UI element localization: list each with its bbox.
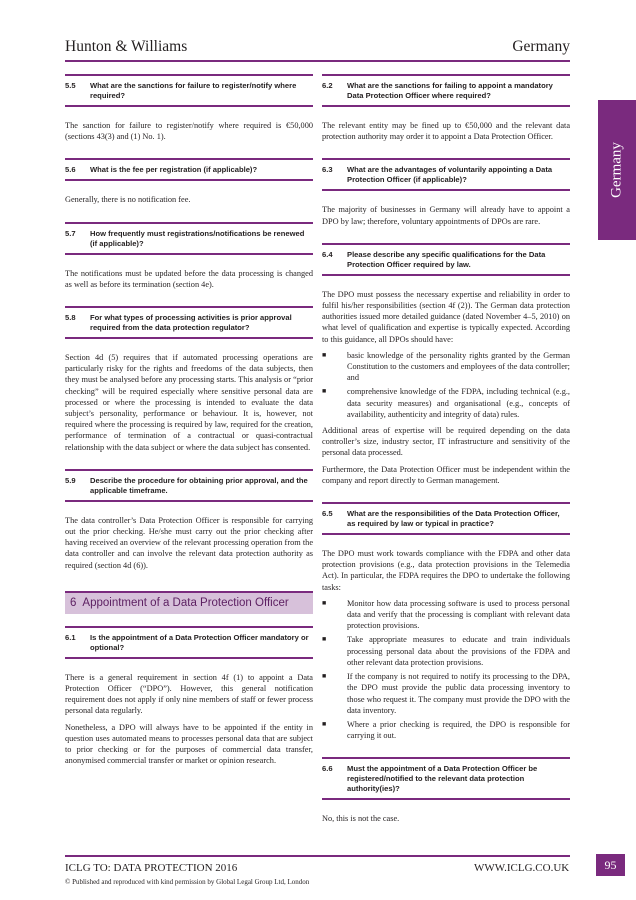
question-6-1 — [65, 626, 313, 659]
section-title: Appointment of a Data Protection Officer — [82, 596, 289, 609]
page-number: 95 — [596, 854, 625, 876]
question-5-7 — [65, 222, 313, 255]
list-item — [322, 671, 570, 716]
question-title: What are the sanctions for failing to appoint a mandatory Data Protection Officer where required? — [347, 81, 553, 100]
question-5-9 — [65, 469, 313, 502]
question-title: What are the advantages of voluntarily appointing a Data Protection Officer (if applicable)? — [347, 165, 553, 185]
section-number: 6 — [70, 596, 77, 609]
answer-text: Nonetheless, a DPO will always have to be appointed if the entity in question uses automated means to processes personal data that are subject to prior checking or for the purposes of commercial data transfer, anonymised commercial transfer or market or opinion research. — [65, 722, 313, 766]
header-firm-name: Hunton & Williams — [65, 38, 188, 55]
list-item — [322, 634, 570, 668]
question-5-8 — [65, 306, 313, 339]
qualification-bullet-list — [322, 350, 570, 420]
question-number: 5.6 — [65, 165, 76, 175]
question-number: 6.2 — [322, 81, 333, 90]
answer-text: The relevant entity may be fined up to €50,000 and the relevant data protection authority may order it to appoint a Data Protection Officer. — [322, 121, 570, 142]
answer-text: Section 4d (5) requires that if automated processing operations are particularly risky for the rights and freedoms of the data subjects, then they must be analysed before any processing starts. This analysis or “prior checking” will be required especially where sensitive personal data are processed or where the processing is intended to evaluate the data subject’s personality, performance or behaviour. It is, however, not required where the processing is required by law, required for the creation, performance of termination of a contractual or quasi-contractual relationship with the data subject or where the data subject has consented. — [65, 353, 313, 452]
question-title: How frequently must registrations/notifications be renewed (if applicable)? — [90, 228, 305, 248]
question-title: Please describe any specific qualifications for the Data Protection Officer required by law. — [347, 249, 546, 269]
question-6-5 — [322, 502, 570, 535]
answer-text: Additional areas of expertise will be required depending on the data controller’s size, industry sector, IT infrastructure and sensitivity of the personal data processed. — [322, 426, 570, 458]
question-number: 6.1 — [65, 632, 76, 642]
question-number: 5.8 — [65, 313, 76, 323]
footer-rule — [65, 855, 570, 857]
question-number: 6.6 — [322, 764, 333, 774]
answer-text: No, this is not the case. — [322, 814, 400, 824]
list-item-text: If the company is not required to notify its processing to the DPA, the DPO must provide the public data processing inventory to those who request it. The company must provide the DPO with the data inventory. — [347, 672, 570, 715]
bullet-icon: ■ — [322, 719, 327, 728]
answer-text: The DPO must possess the necessary expertise and reliability in order to fulfil his/her responsibilities (section 4f (2)). The German data protection authorities issued more detailed guidance (dated November 4–5, 2010) on what level of qualification and expertise is typically expected. According to this guidance, all DPOs should have: — [322, 289, 570, 344]
list-item-text: Take appropriate measures to educate and train individuals processing personal data about the provisions of the FDPA and other relevant data protection provisions. — [347, 635, 570, 667]
answer-text: Furthermore, the Data Protection Officer must be independent within the company and report directly to German management. — [322, 464, 570, 485]
question-title: Describe the procedure for obtaining prior approval, and the applicable timeframe. — [90, 475, 308, 495]
question-title: What are the responsibilities of the Data Protection Officer, as required by law or typical in practice? — [347, 509, 560, 529]
answer-text: The notifications must be updated before the data processing is changed as well as before its termination (section 4e). — [65, 268, 313, 289]
footer-publication: ICLG TO: DATA PROTECTION 2016 — [65, 862, 238, 874]
question-6-2 — [322, 74, 570, 107]
question-6-6 — [322, 757, 570, 800]
list-item-text: comprehensive knowledge of the FDPA, including technical (e.g., data security measures) and organisational (e.g., concepts of availability, authenticity and integrity of data) rules. — [347, 387, 570, 419]
list-item — [322, 386, 570, 420]
list-item-text: Where a prior checking is required, the DPO is responsible for carrying it out. — [347, 719, 570, 741]
question-number: 5.5 — [65, 81, 76, 90]
footer-website: WWW.ICLG.CO.UK — [474, 862, 570, 874]
list-item-text: Monitor how data processing software is used to process personal data and verify that the processing is compliant with relevant data protection provisions. — [347, 598, 570, 631]
section-heading-6 — [65, 591, 313, 614]
responsibilities-bullet-list — [322, 598, 570, 741]
question-5-5 — [65, 74, 313, 107]
question-number: 6.3 — [322, 165, 333, 175]
left-column — [65, 74, 313, 771]
bullet-icon: ■ — [322, 598, 327, 607]
question-title: What are the sanctions for failure to register/notify where required? — [90, 81, 297, 100]
footer-copyright: © Published and reproduced with kind permission by Global Legal Group Ltd, London — [65, 878, 310, 886]
bullet-icon: ■ — [322, 387, 327, 396]
answer-text: The DPO must work towards compliance with the FDPA and other data protection provisions (e.g., data protection provisions in the Telemedia Act). In particular, the FDPA requires the DPO to undertake the following tasks: — [322, 549, 570, 592]
question-5-6 — [65, 158, 313, 181]
question-number: 5.7 — [65, 228, 76, 238]
answer-text: The sanction for failure to register/notify where required is €50,000 (sections 43(3) and (1) No. 1). — [65, 121, 313, 142]
list-item — [322, 719, 570, 741]
bullet-icon: ■ — [322, 635, 327, 644]
answer-text: The majority of businesses in Germany will already have to appoint a DPO by law; therefore, voluntary appointments of DPOs are rare. — [322, 205, 570, 226]
header-rule — [65, 60, 570, 62]
question-number: 6.4 — [322, 249, 333, 259]
question-number: 6.5 — [322, 509, 333, 519]
answer-text: Generally, there is no notification fee. — [65, 195, 191, 205]
bullet-icon: ■ — [322, 672, 327, 681]
question-6-3 — [322, 158, 570, 191]
list-item — [322, 598, 570, 632]
question-title: What is the fee per registration (if applicable)? — [90, 165, 258, 175]
header-country: Germany — [512, 38, 570, 55]
question-title: Is the appointment of a Data Protection Officer mandatory or optional? — [90, 632, 309, 652]
bullet-icon: ■ — [322, 350, 327, 359]
list-item-text: basic knowledge of the personality rights granted by the German Constitution to the customers and employees of the data controller; and — [347, 350, 570, 383]
right-column — [322, 74, 570, 830]
list-item — [322, 350, 570, 384]
answer-text: There is a general requirement in section 4f (1) to appoint a Data Protection Officer (“DPO”). However, this general notification requirement does not apply if only nine members of staff or fewer process personal data regularly. — [65, 672, 313, 716]
question-title: For what types of processing activities is prior approval required from the data protection regulator? — [90, 313, 292, 333]
answer-text: The data controller’s Data Protection Officer is responsible for carrying out the prior checking. He/she must carry out the prior checking after having received an overview of the relevant processing operation from the data controller and can involve the relevant data protection authority as required (section 4d (6)). — [65, 515, 313, 570]
country-side-tab — [598, 100, 636, 240]
question-number: 5.9 — [65, 475, 76, 485]
side-tab-label: Germany — [608, 142, 625, 198]
question-6-4 — [322, 243, 570, 276]
question-title: Must the appointment of a Data Protection Officer be registered/notified to the relevant data protection authority(ies)? — [347, 764, 538, 794]
